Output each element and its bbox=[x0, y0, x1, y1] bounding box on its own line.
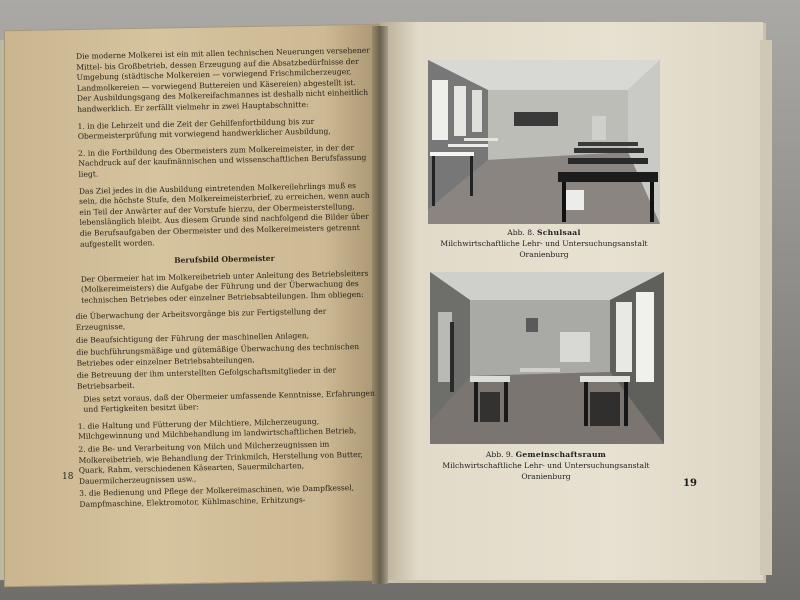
list-item: 3. die Bedienung und Pflege der Molkereimaschinen, wie Dampfkessel, Dampfmaschine, Elektromotor, Kühlmaschine, Erhitzungs- bbox=[79, 483, 355, 509]
paragraph: 1. in die Lehrzeit und die Zeit der Gehilfenfortbildung bis zur Obermeisterprüfung mit vorwiegend handwerklicher Ausbildung, bbox=[77, 116, 331, 142]
list-item: die buchführungsmäßige und gütemäßige Überwachung des technischen Betriebes oder einzelner Betriebsabteilungen, bbox=[76, 342, 360, 368]
list-item: die Beaufsichtigung der Führung der maschinellen Anlagen, bbox=[75, 330, 310, 345]
list-item: 2. die Be- und Verarbeitung von Milch und Milcherzeugnissen im Molkereibetrieb, wie Behandlung der Trinkmilch, Herstellung von Butter, Quark, Rahm, verschiedenen Käsearten, Sauermilcharten, Dauermilcherzeugnissen usw., bbox=[78, 439, 363, 486]
left-page-text bbox=[70, 46, 380, 513]
page-number-left: 18 bbox=[62, 472, 74, 482]
figure-9-caption bbox=[420, 449, 672, 482]
paragraph: Dies setzt voraus, daß der Obermeier umfassende Kenntnisse, Erfahrungen und Fertigkeiten besitzt über: bbox=[83, 388, 375, 415]
requirements-list bbox=[78, 415, 380, 510]
list-item: die Betreuung der ihm unterstellten Gefolgschaftsmitglieder in der Betriebsarbeit. bbox=[76, 365, 337, 391]
page-number-right: 19 bbox=[683, 478, 697, 489]
section-heading: Berufsbild Obermeister bbox=[174, 253, 275, 265]
right-page-edges bbox=[760, 40, 772, 575]
paragraph: Das Ziel jedes in die Ausbildung eintretenden Molkereilehrlings muß es sein, die höchste Stufe, den Molkereimeisterbrief, zu erreichen, wenn auch ein Teil der Anwärter auf der Vorstufe hierzu, der Obermeisterstellung, lebenslänglich bleibt. Aus diesem Grunde sind nachfolgend die Bilder über die Berufsaufgaben der Obermeister und des Molkereimeisters getrennt aufgestellt worden. bbox=[78, 180, 370, 249]
figure-source: Milchwirtschaftliche Lehr- und Untersuchungsanstalt Oranienburg bbox=[442, 461, 650, 481]
duties-list bbox=[75, 306, 377, 392]
figure-source: Milchwirtschaftliche Lehr- und Untersuchungsanstalt Oranienburg bbox=[440, 239, 648, 259]
figure-label: Abb. 8. bbox=[507, 228, 535, 237]
classroom-photo bbox=[428, 60, 660, 224]
figure-title: Gemeinschaftsraum bbox=[515, 450, 607, 459]
figure-8-caption bbox=[420, 227, 668, 260]
list-item: 1. die Haltung und Fütterung der Milchtiere, Milcherzeugung, Milchgewinnung und Milchbehandlung im landwirtschaftlichen Betrieb, bbox=[77, 416, 357, 442]
paragraph: Der Obermeier hat im Molkereibetrieb unter Anleitung des Betriebsleiters (Molkereimeisters) die Aufgabe der Führung und der Überwachung des technischen Betriebes oder einzelner Betriebsabteilungen. Ihm obliegen: bbox=[80, 268, 369, 305]
figure-label: Abb. 9. bbox=[485, 450, 514, 459]
common-room-photo bbox=[430, 272, 664, 444]
list-item: die Überwachung der Arbeitsvorgänge bis zur Fertigstellung der Erzeugnisse, bbox=[75, 307, 327, 333]
paragraph: Die moderne Molkerei ist ein mit allen technischen Neuerungen versehener Mittel- bis Großbetrieb, dessen Erzeugung auf die Absatzbedürfnisse der Umgebung (städtische Molkereien — vorwiegend Frischmilcherzeuger, Landmolkereien — vorwiegend Buttereien und Käsereien) abgestellt ist. Der Ausbildungsgang des Molkereifachmannes ist deshalb nicht einheitlich handwerklich. Er zerfällt vielmehr in zwei Hauptabschnitte: bbox=[75, 45, 370, 114]
paragraph: 2. in die Fortbildung des Obermeisters zum Molkereimeister, in der der Nachdruck auf der kaufmännischen und wissenschaftlichen Berufsfassung liegt. bbox=[78, 142, 367, 179]
figure-title: Schulsaal bbox=[536, 228, 581, 237]
